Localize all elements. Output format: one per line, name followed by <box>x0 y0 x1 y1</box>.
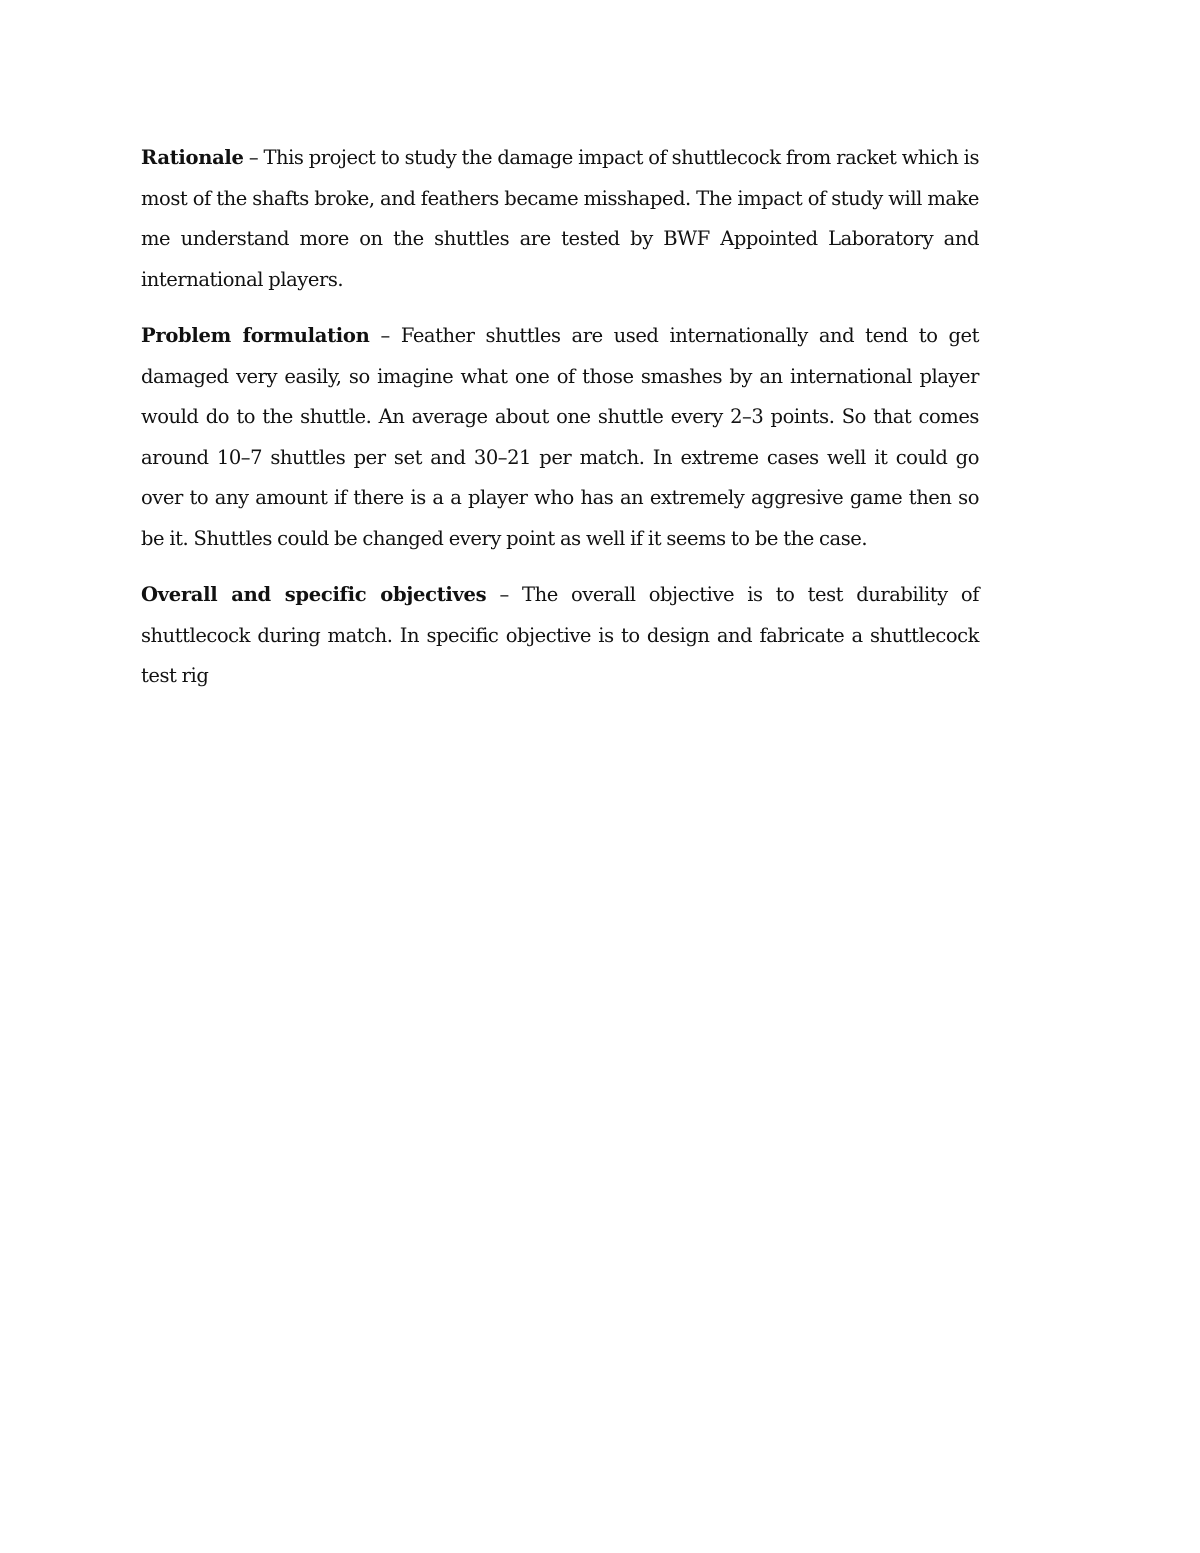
paragraph-rationale <box>141 138 979 300</box>
paragraph-heading: Overall and specific objectives <box>141 583 487 606</box>
paragraph-separator: – <box>369 324 401 347</box>
paragraph-heading: Problem formulation <box>141 324 370 347</box>
paragraph-separator: – <box>486 583 523 606</box>
paragraph-text: This project to study the damage impact of shuttlecock from racket which is most of the shafts broke, and feathers became misshaped. The impact of study will make me understand more on the shuttles are tested by BWF Appointed Laboratory and international players. <box>141 146 980 291</box>
paragraph-heading: Rationale <box>141 146 244 169</box>
paragraph-problem-formulation <box>141 316 979 559</box>
document-body <box>141 138 979 713</box>
paragraph-separator: – <box>243 146 264 169</box>
paragraph-objectives <box>141 575 979 697</box>
paragraph-text: The overall objective is to test durability of shuttlecock during match. In specific objective is to design and fabricate a shuttlecock test rig <box>141 583 979 687</box>
paragraph-text: Feather shuttles are used internationally and tend to get damaged very easily, so imagine what one of those smashes by an international player would do to the shuttle. An average about one shuttle every 2–3 points. So that comes around 10–7 shuttles per set and 30–21 per match. In extreme cases well it could go over to any amount if there is a a player who has an extremely aggresive game then so be it. Shuttles could be changed every point as well if it seems to be the case. <box>141 324 979 550</box>
